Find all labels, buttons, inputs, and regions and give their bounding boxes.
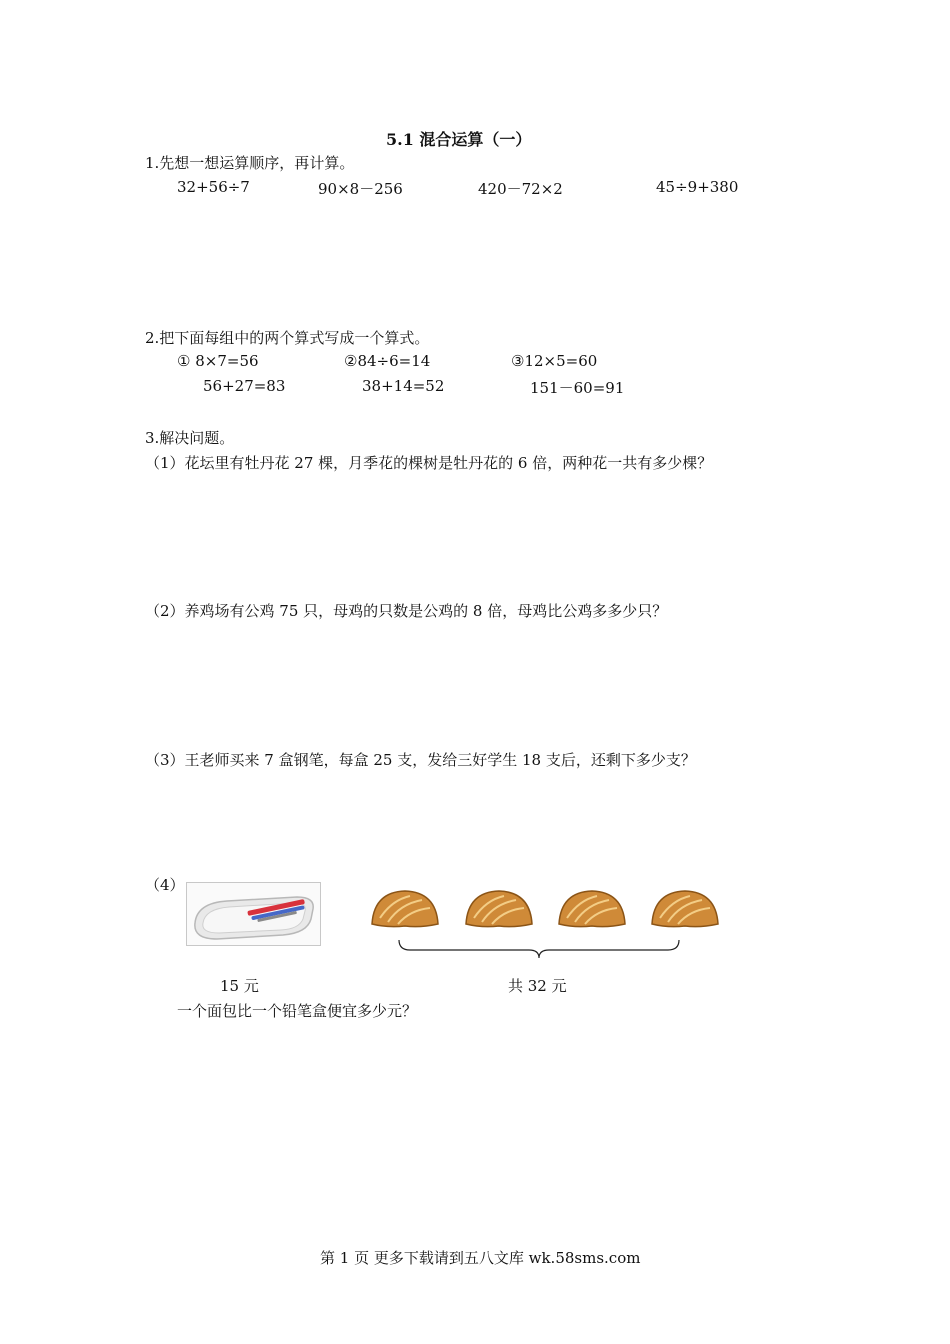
bread-icon [557,888,627,928]
expression-1: 32+56÷7 [177,178,250,196]
question-1: （1）花坛里有牡丹花 27 棵，月季花的棵树是牡丹花的 6 倍，两种花一共有多少棵？ [145,454,713,472]
price-pencil-case: 15 元 [220,977,259,995]
bread-icon [464,888,534,928]
section3-heading: 3.解决问题。 [145,429,235,447]
curly-brace-icon [396,938,682,960]
question-2: （2）养鸡场有公鸡 75 只，母鸡的只数是公鸡的 8 倍，母鸡比公鸡多多少只？ [145,602,668,620]
pencil-case-image [186,882,321,946]
group1-line1: ① 8×7=56 [177,352,259,370]
expression-3: 420－72×2 [478,180,563,198]
bread-icon [650,888,720,928]
group2-line1: ②84÷6=14 [344,352,431,370]
group3-line1: ③12×5=60 [511,352,598,370]
bread-icon [370,888,440,928]
group1-line2: 56+27=83 [203,377,286,395]
page-title: 5.1 混合运算（一） [386,130,532,149]
group2-line2: 38+14=52 [362,377,445,395]
section2-heading: 2.把下面每组中的两个算式写成一个算式。 [145,329,430,347]
expression-4: 45÷9+380 [656,178,739,196]
page-footer: 第 1 页 更多下载请到五八文库 wk.58sms.com [320,1249,641,1267]
question-3: （3）王老师买来 7 盒钢笔，每盒 25 支，发给三好学生 18 支后，还剩下多少支？ [145,751,696,769]
price-bread-total: 共 32 元 [508,977,567,995]
section1-heading: 1.先想一想运算顺序，再计算。 [145,154,355,172]
question-4-text: 一个面包比一个铅笔盒便宜多少元？ [177,1002,418,1020]
expression-2: 90×8－256 [318,180,403,198]
question-4-label: （4） [145,876,185,894]
group3-line2: 151－60=91 [530,379,625,397]
